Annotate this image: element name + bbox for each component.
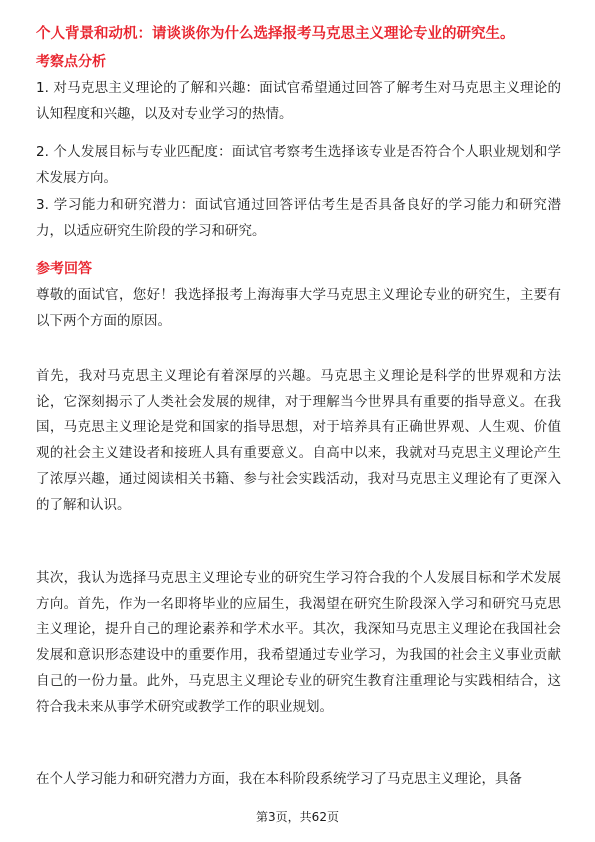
answer-paragraph-3: 其次，我认为选择马克思主义理论专业的研究生学习符合我的个人发展目标和学术发展方向。首先，作为一名即将毕业的应届生，我渴望在研究生阶段深入学习和研究马克思主义理论，提升自己的理论素养和学术水平。其次，我深知马克思主义理论在我国社会发展和意识形态建设中的重要作用，我希望通过专业学习，为我国的社会主义事业贡献自己的一份力量。此外，马克思主义理论专业的研究生教育注重理论与实践相结合，这符合我未来从事学术研究或教学工作的职业规划。: [36, 570, 561, 715]
analysis-point-2: 2. 个人发展目标与专业匹配度：面试官考察考生选择该专业是否符合个人职业规划和学术发展方向。: [36, 144, 561, 186]
answer-paragraph-1: 尊敬的面试官，您好！我选择报考上海海事大学马克思主义理论专业的研究生，主要有以下两个方面的原因。: [36, 287, 561, 329]
page-footer: 第3页，共62页: [256, 810, 339, 824]
analysis-point-1: 1. 对马克思主义理论的了解和兴趣：面试官希望通过回答了解考生对马克思主义理论的认知程度和兴趣，以及对专业学习的热情。: [36, 80, 561, 122]
analysis-heading: 考察点分析: [36, 54, 106, 70]
answer-heading: 参考回答: [36, 261, 92, 277]
question-title: 个人背景和动机：请谈谈你为什么选择报考马克思主义理论专业的研究生。: [36, 26, 515, 42]
analysis-point-3: 3. 学习能力和研究潜力：面试官通过回答评估考生是否具备良好的学习能力和研究潜力，以适应研究生阶段的学习和研究。: [36, 197, 561, 239]
answer-paragraph-2: 首先，我对马克思主义理论有着深厚的兴趣。马克思主义理论是科学的世界观和方法论，它深刻揭示了人类社会发展的规律，对于理解当今世界具有重要的指导意义。在我国，马克思主义理论是党和国家的指导思想，对于培养具有正确世界观、人生观、价值观的社会主义建设者和接班人具有重要意义。自高中以来，我就对马克思主义理论产生了浓厚兴趣，通过阅读相关书籍、参与社会实践活动，我对马克思主义理论有了更深入的了解和认识。: [36, 368, 561, 513]
answer-paragraph-4: 在个人学习能力和研究潜力方面，我在本科阶段系统学习了马克思主义理论，具备: [36, 771, 522, 787]
